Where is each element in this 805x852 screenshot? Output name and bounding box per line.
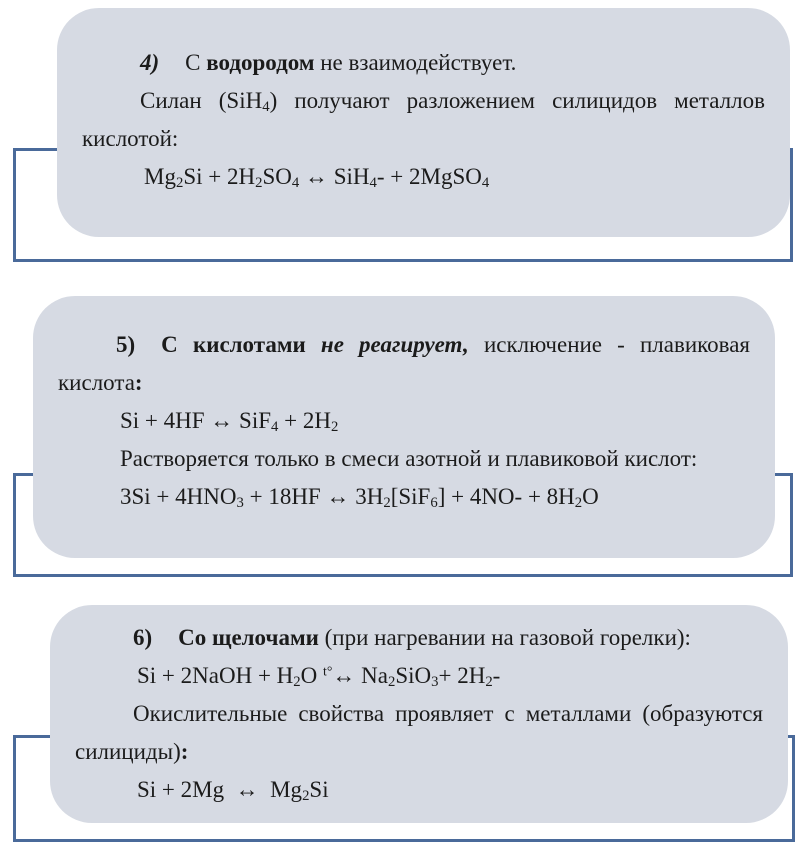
text-run: 2 [293, 674, 301, 691]
card-hydrogen-reaction [57, 8, 790, 237]
text-run: O [300, 663, 324, 688]
text-run: Si + 2NaOH + H [137, 663, 294, 688]
text-run: : [180, 739, 189, 764]
paragraph-equation [120, 478, 750, 516]
text-run: Со щелочами [178, 625, 319, 650]
paragraph-text [75, 695, 763, 771]
text-run: не взаимодействует. [314, 50, 517, 75]
text-run: 4 [291, 175, 300, 192]
text-run: С кислотами [161, 332, 321, 357]
text-run: Si + 2Mg ↔ Mg [137, 777, 303, 802]
text-run: 3 [431, 674, 439, 691]
text-run: + 18HF ↔ 3H [243, 484, 384, 509]
card-acid-reaction [33, 296, 775, 558]
text-run: ↔ Na [332, 663, 388, 688]
text-run: 2 [255, 175, 263, 192]
text-run: исключение - плавиковая кислота [58, 332, 751, 395]
text-run: 3Si + 4HNO [120, 484, 237, 509]
text-run: SO [262, 164, 292, 189]
paragraph-lead [82, 44, 765, 82]
text-run: : [134, 370, 143, 395]
card-body [75, 619, 763, 809]
paragraph-equation [137, 771, 763, 809]
text-run: водородом [206, 50, 315, 75]
paragraph-equation [137, 657, 763, 695]
text-run: - [492, 663, 501, 688]
card-body [82, 44, 765, 196]
text-run: O [582, 484, 599, 509]
text-run: 2 [175, 175, 184, 192]
paragraph-equation [144, 158, 765, 196]
text-run: С [185, 50, 207, 75]
paragraph-equation [120, 440, 750, 478]
text-run: + 2H [438, 663, 486, 688]
text-run: Mg [144, 164, 176, 189]
text-run: ↔ SiH [299, 164, 370, 189]
text-run: 2 [330, 419, 339, 436]
text-run: 2 [387, 674, 396, 691]
text-run: 2 [302, 788, 310, 805]
text-run: (при нагревании на газовой горелки): [318, 625, 691, 650]
text-run: Растворяется только в смеси азотной и плавиковой кислот: [120, 446, 698, 471]
text-run: + 2H [278, 408, 331, 433]
text-run: 4 [369, 175, 377, 192]
text-run: 4) [140, 50, 160, 75]
text-run: - + 2MgSO [376, 164, 482, 189]
text-run: t° [323, 663, 333, 679]
paragraph-text [82, 82, 765, 158]
text-run: 5) [116, 332, 136, 357]
text-run: Si + 2H [183, 164, 256, 189]
paragraph-equation [120, 402, 750, 440]
text-run: 6) [133, 625, 153, 650]
card-alkali-reaction [50, 605, 788, 823]
text-run: Силан (SiH [140, 88, 263, 113]
card-body [58, 326, 750, 516]
text-run: 4 [271, 419, 279, 436]
text-run: 6 [430, 495, 438, 512]
text-run: ] + 4NO- + 8H [437, 484, 575, 509]
text-run: 4 [262, 99, 270, 116]
text-run: Si [309, 777, 329, 802]
text-run: [SiF [390, 484, 431, 509]
text-run: 3 [236, 495, 244, 512]
text-run: 2 [383, 495, 391, 512]
text-run: ) получают разложением силицидов металлов кислотой: [82, 88, 765, 151]
text-run: Si + 4HF ↔ SiF [120, 408, 272, 433]
text-run: 2 [485, 674, 493, 691]
text-run: Окислительные свойства проявляет с металлами (образуются силициды) [75, 701, 763, 764]
text-run: 4 [481, 175, 490, 192]
text-run: не реагирует, [320, 332, 469, 357]
text-run: SiO [395, 663, 432, 688]
paragraph-lead [75, 619, 763, 657]
text-run: 2 [574, 495, 583, 512]
paragraph-lead [58, 326, 750, 402]
